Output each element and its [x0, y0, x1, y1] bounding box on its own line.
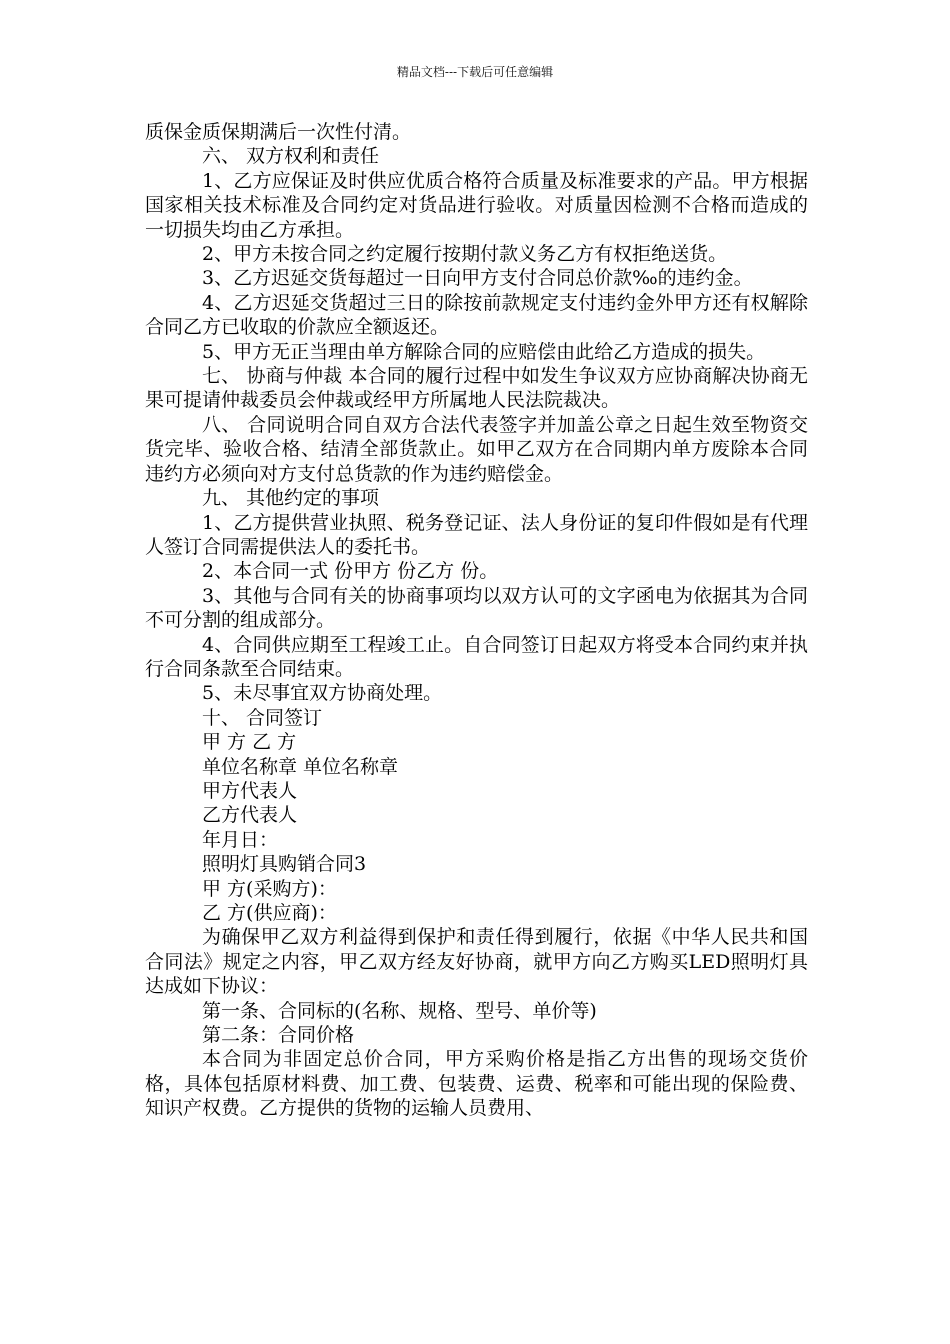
- signature-line: 单位名称章 单位名称章: [202, 755, 399, 778]
- section-heading: 八、 合同说明合同自双方合法代表签字并加盖公章之日起生效至物资交货完毕、验收合格、结清全部货款止。如甲乙双方在合同期内单方废除本合同违约方必须向对方支付总货款的作为违约赔偿金。: [145, 413, 808, 485]
- paragraph: 4、合同供应期至工程竣工止。自合同签订日起双方将受本合同约束并执行合同条款至合同结束。: [145, 633, 808, 680]
- article-heading: 第二条：合同价格: [202, 1024, 355, 1047]
- paragraph: 为确保甲乙双方利益得到保护和责任得到履行，依据《中华人民共和国合同法》规定之内容，甲乙双方经友好协商，就甲方向乙方购买LED照明灯具达成如下协议：: [145, 926, 808, 998]
- paragraph: 2、本合同一式 份甲方 份乙方 份。: [202, 560, 499, 583]
- paragraph: 1、乙方提供营业执照、税务登记证、法人身份证的复印件假如是有代理人签订合同需提供法人的委托书。: [145, 511, 808, 558]
- signature-line: 甲 方 乙 方: [202, 731, 297, 754]
- party-line: 乙 方(供应商)：: [202, 902, 337, 924]
- section-heading: 六、 双方权利和责任: [202, 145, 380, 168]
- section-heading: 七、 协商与仲裁 本合同的履行过程中如发生争议双方应协商解决协商无果可提请仲裁委员会仲裁或经甲方所属地人民法院裁决。: [145, 365, 808, 412]
- signature-line: 甲方代表人: [202, 779, 298, 802]
- document-body: [145, 120, 808, 1121]
- paragraph: 2、甲方未按合同之约定履行按期付款义务乙方有权拒绝送货。: [202, 243, 728, 266]
- party-line: 甲 方(采购方)：: [202, 877, 337, 900]
- paragraph: 5、未尽事宜双方协商处理。: [202, 682, 443, 705]
- signature-line: 乙方代表人: [202, 804, 298, 827]
- paragraph: 4、乙方迟延交货超过三日的除按前款规定支付违约金外甲方还有权解除合同乙方已收取的价款应全额返还。: [145, 291, 808, 339]
- section-heading: 九、 其他约定的事项: [202, 487, 380, 510]
- paragraph: 1、乙方应保证及时供应优质合格符合质量及标准要求的产品。甲方根据国家相关技术标准及合同约定对货品进行验收。对质量因检测不合格而造成的一切损失均由乙方承担。: [145, 169, 808, 241]
- section-heading: 十、 合同签订: [202, 706, 323, 729]
- paragraph: 3、其他与合同有关的协商事项均以双方认可的文字函电为依据其为合同不可分割的组成部分。: [145, 584, 808, 632]
- contract-title: 照明灯具购销合同3: [202, 853, 367, 876]
- page-header: 精品文档---下载后可任意编辑: [396, 65, 554, 79]
- paragraph: 质保金质保期满后一次性付清。: [145, 121, 412, 143]
- paragraph: 本合同为非固定总价合同，甲方采购价格是指乙方出售的现场交货价格，具体包括原材料费、加工费、包装费、运费、税率和可能出现的保险费、知识产权费。乙方提供的货物的运输人员费用、: [145, 1048, 808, 1120]
- paragraph: 5、甲方无正当理由单方解除合同的应赔偿由此给乙方造成的损失。: [202, 340, 766, 363]
- article-heading: 第一条、合同标的(名称、规格、型号、单价等): [202, 999, 597, 1022]
- paragraph: 3、乙方迟延交货每超过一日向甲方支付合同总价款‰的违约金。: [202, 267, 753, 290]
- signature-line: 年月日：: [202, 828, 279, 851]
